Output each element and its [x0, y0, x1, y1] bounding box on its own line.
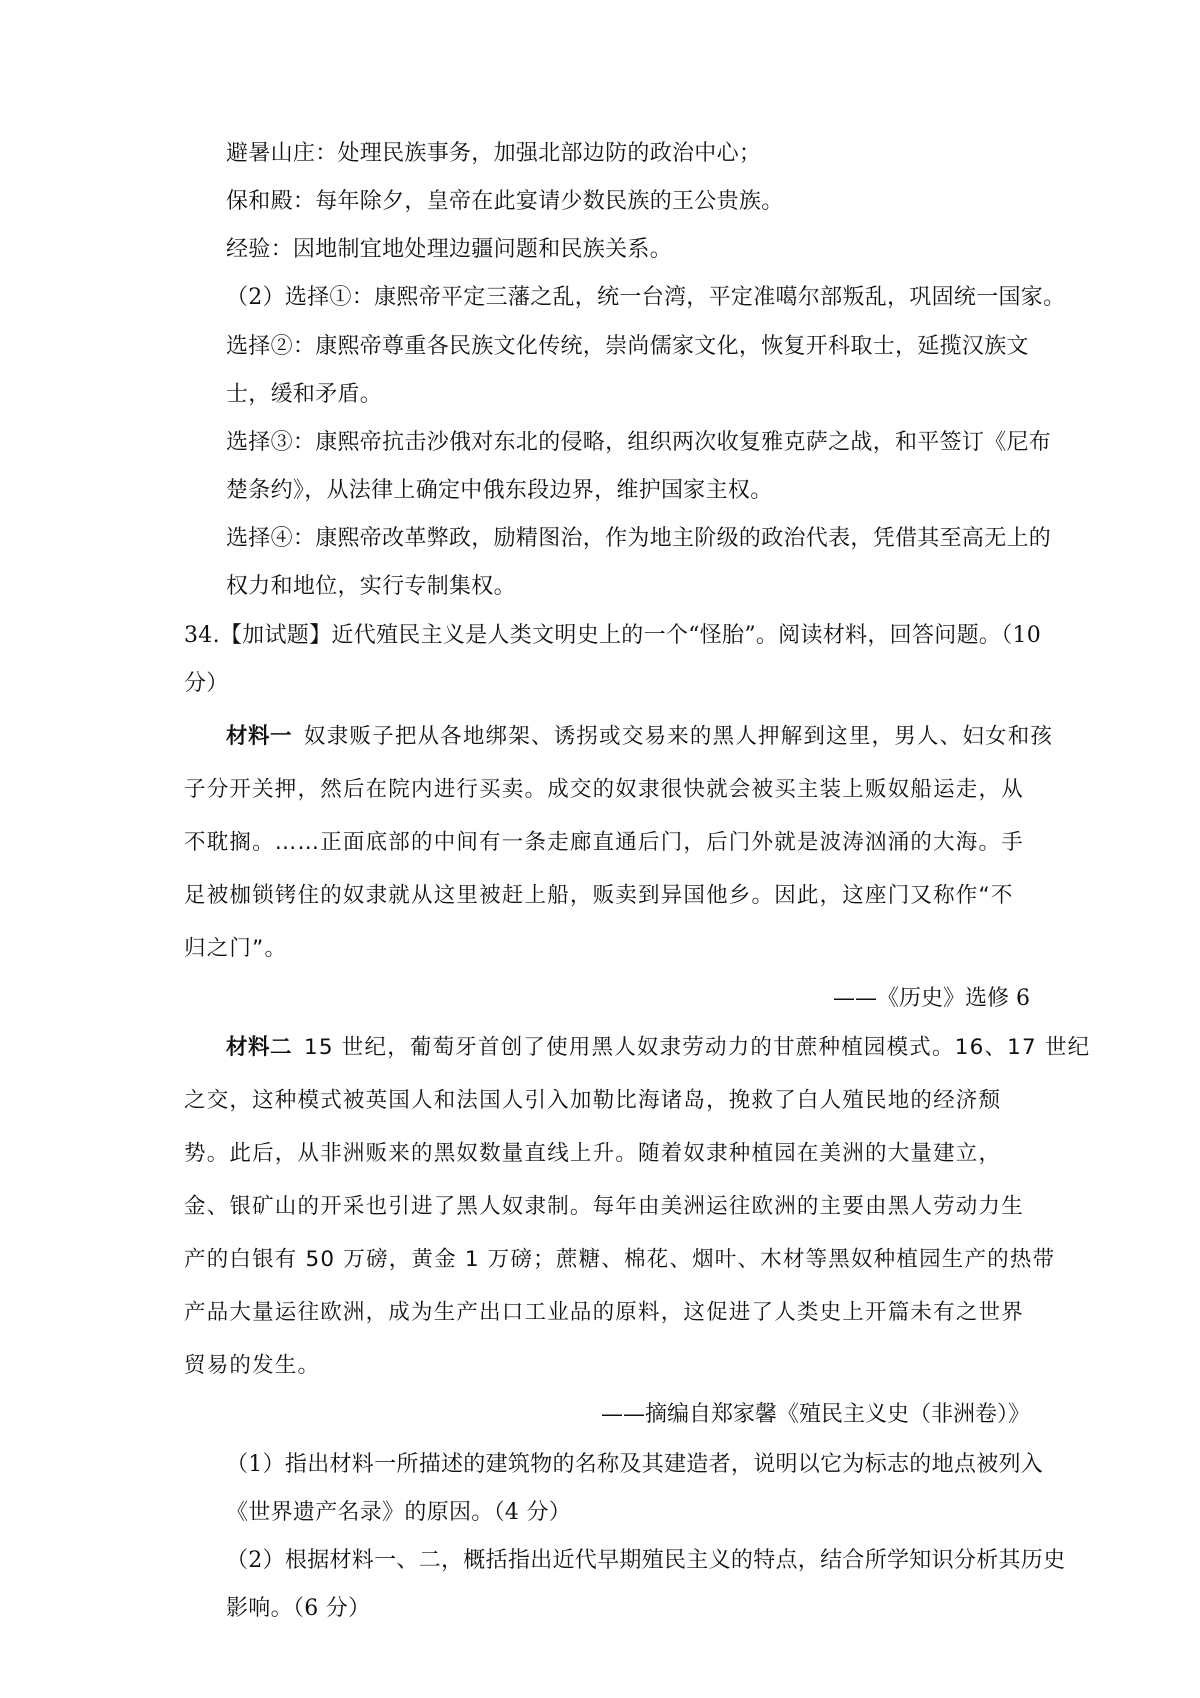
material-2-line [226, 1032, 1090, 1064]
material-1-label: 材料一 [226, 724, 293, 749]
sub-question-2: （2）根据材料一、二，概括指出近代早期殖民主义的特点，结合所学知识分析其历史 [226, 1548, 1066, 1573]
material-1-line: 子分开关押，然后在院内进行买卖。成交的奴隶很快就会被买主装上贩奴船运走，从 [184, 777, 1024, 802]
answer-choice-4: 选择④：康熙帝改革弊政，励精图治，作为地主阶级的政治代表，凭借其至高无上的 [226, 526, 1052, 551]
answer-choice-1: （2）选择①：康熙帝平定三藩之乱，统一台湾，平定准噶尔部叛乱，巩固统一国家。 [226, 285, 1066, 310]
sub-question-1-cont: 《世界遗产名录》的原因。（4 分） [226, 1500, 572, 1525]
material-2-line: 贸易的发生。 [184, 1353, 321, 1378]
answer-choice-2-cont: 士，缓和矛盾。 [226, 382, 383, 407]
answer-choice-4-cont: 权力和地位，实行专制集权。 [226, 574, 516, 599]
material-1-source: ——《历史》选修 6 [833, 986, 1030, 1011]
material-2-text: 15 世纪，葡萄牙首创了使用黑人奴隶劳动力的甘蔗种植园模式。16、17 世纪 [304, 1035, 1091, 1060]
sub-question-1: （1）指出材料一所描述的建筑物的名称及其建造者，说明以它为标志的地点被列入 [226, 1452, 1044, 1477]
material-1-line: 足被枷锁铐住的奴隶就从这里被赶上船，贩卖到异国他乡。因此，这座门又称作“不 [184, 883, 1014, 908]
answer-choice-3-cont: 楚条约》，从法律上确定中俄东段边界，维护国家主权。 [226, 478, 773, 503]
material-1-line [226, 721, 1053, 753]
material-1-line: 归之门”。 [184, 936, 288, 961]
material-2-source: ——摘编自郑家馨《殖民主义史（非洲卷）》 [600, 1402, 1030, 1427]
answer-line: 避暑山庄：处理民族事务，加强北部边防的政治中心； [226, 141, 762, 166]
material-2-line: 之交，这种模式被英国人和法国人引入加勒比海诸岛，挽救了白人殖民地的经济颓 [184, 1088, 1002, 1113]
material-1-text: 奴隶贩子把从各地绑架、诱拐或交易来的黑人押解到这里，男人、妇女和孩 [304, 724, 1054, 749]
answer-choice-2: 选择②：康熙帝尊重各民族文化传统，崇尚儒家文化，恢复开科取士，延揽汉族文 [226, 334, 1029, 359]
material-2-line: 势。此后，从非洲贩来的黑奴数量直线上升。随着奴隶种植园在美洲的大量建立， [184, 1141, 1002, 1166]
material-2-line: 产品大量运往欧洲，成为生产出口工业品的原料，这促进了人类史上开篇未有之世界 [184, 1300, 1024, 1325]
question-title-cont: 分） [184, 671, 229, 696]
sub-question-2-cont: 影响。（6 分） [226, 1596, 371, 1621]
answer-line: 经验：因地制宜地处理边疆问题和民族关系。 [226, 237, 673, 262]
answer-line: 保和殿：每年除夕，皇帝在此宴请少数民族的王公贵族。 [226, 189, 784, 214]
material-1-line: 不耽搁。……正面底部的中间有一条走廊直通后门，后门外就是波涛汹涌的大海。手 [184, 830, 1024, 855]
material-2-line: 产的白银有 50 万磅，黄金 1 万磅；蔗糖、棉花、烟叶、木材等黑奴种植园生产的热带 [184, 1247, 1056, 1272]
question-title: 34.【加试题】近代殖民主义是人类文明史上的一个“怪胎”。阅读材料，回答问题。（10 [184, 623, 1042, 648]
material-2-line: 金、银矿山的开采也引进了黑人奴隶制。每年由美洲运往欧洲的主要由黑人劳动力生 [184, 1194, 1024, 1219]
material-2-label: 材料二 [226, 1035, 293, 1060]
answer-choice-3: 选择③：康熙帝抗击沙俄对东北的侵略，组织两次收复雅克萨之战，和平签订《尼布 [226, 430, 1052, 455]
